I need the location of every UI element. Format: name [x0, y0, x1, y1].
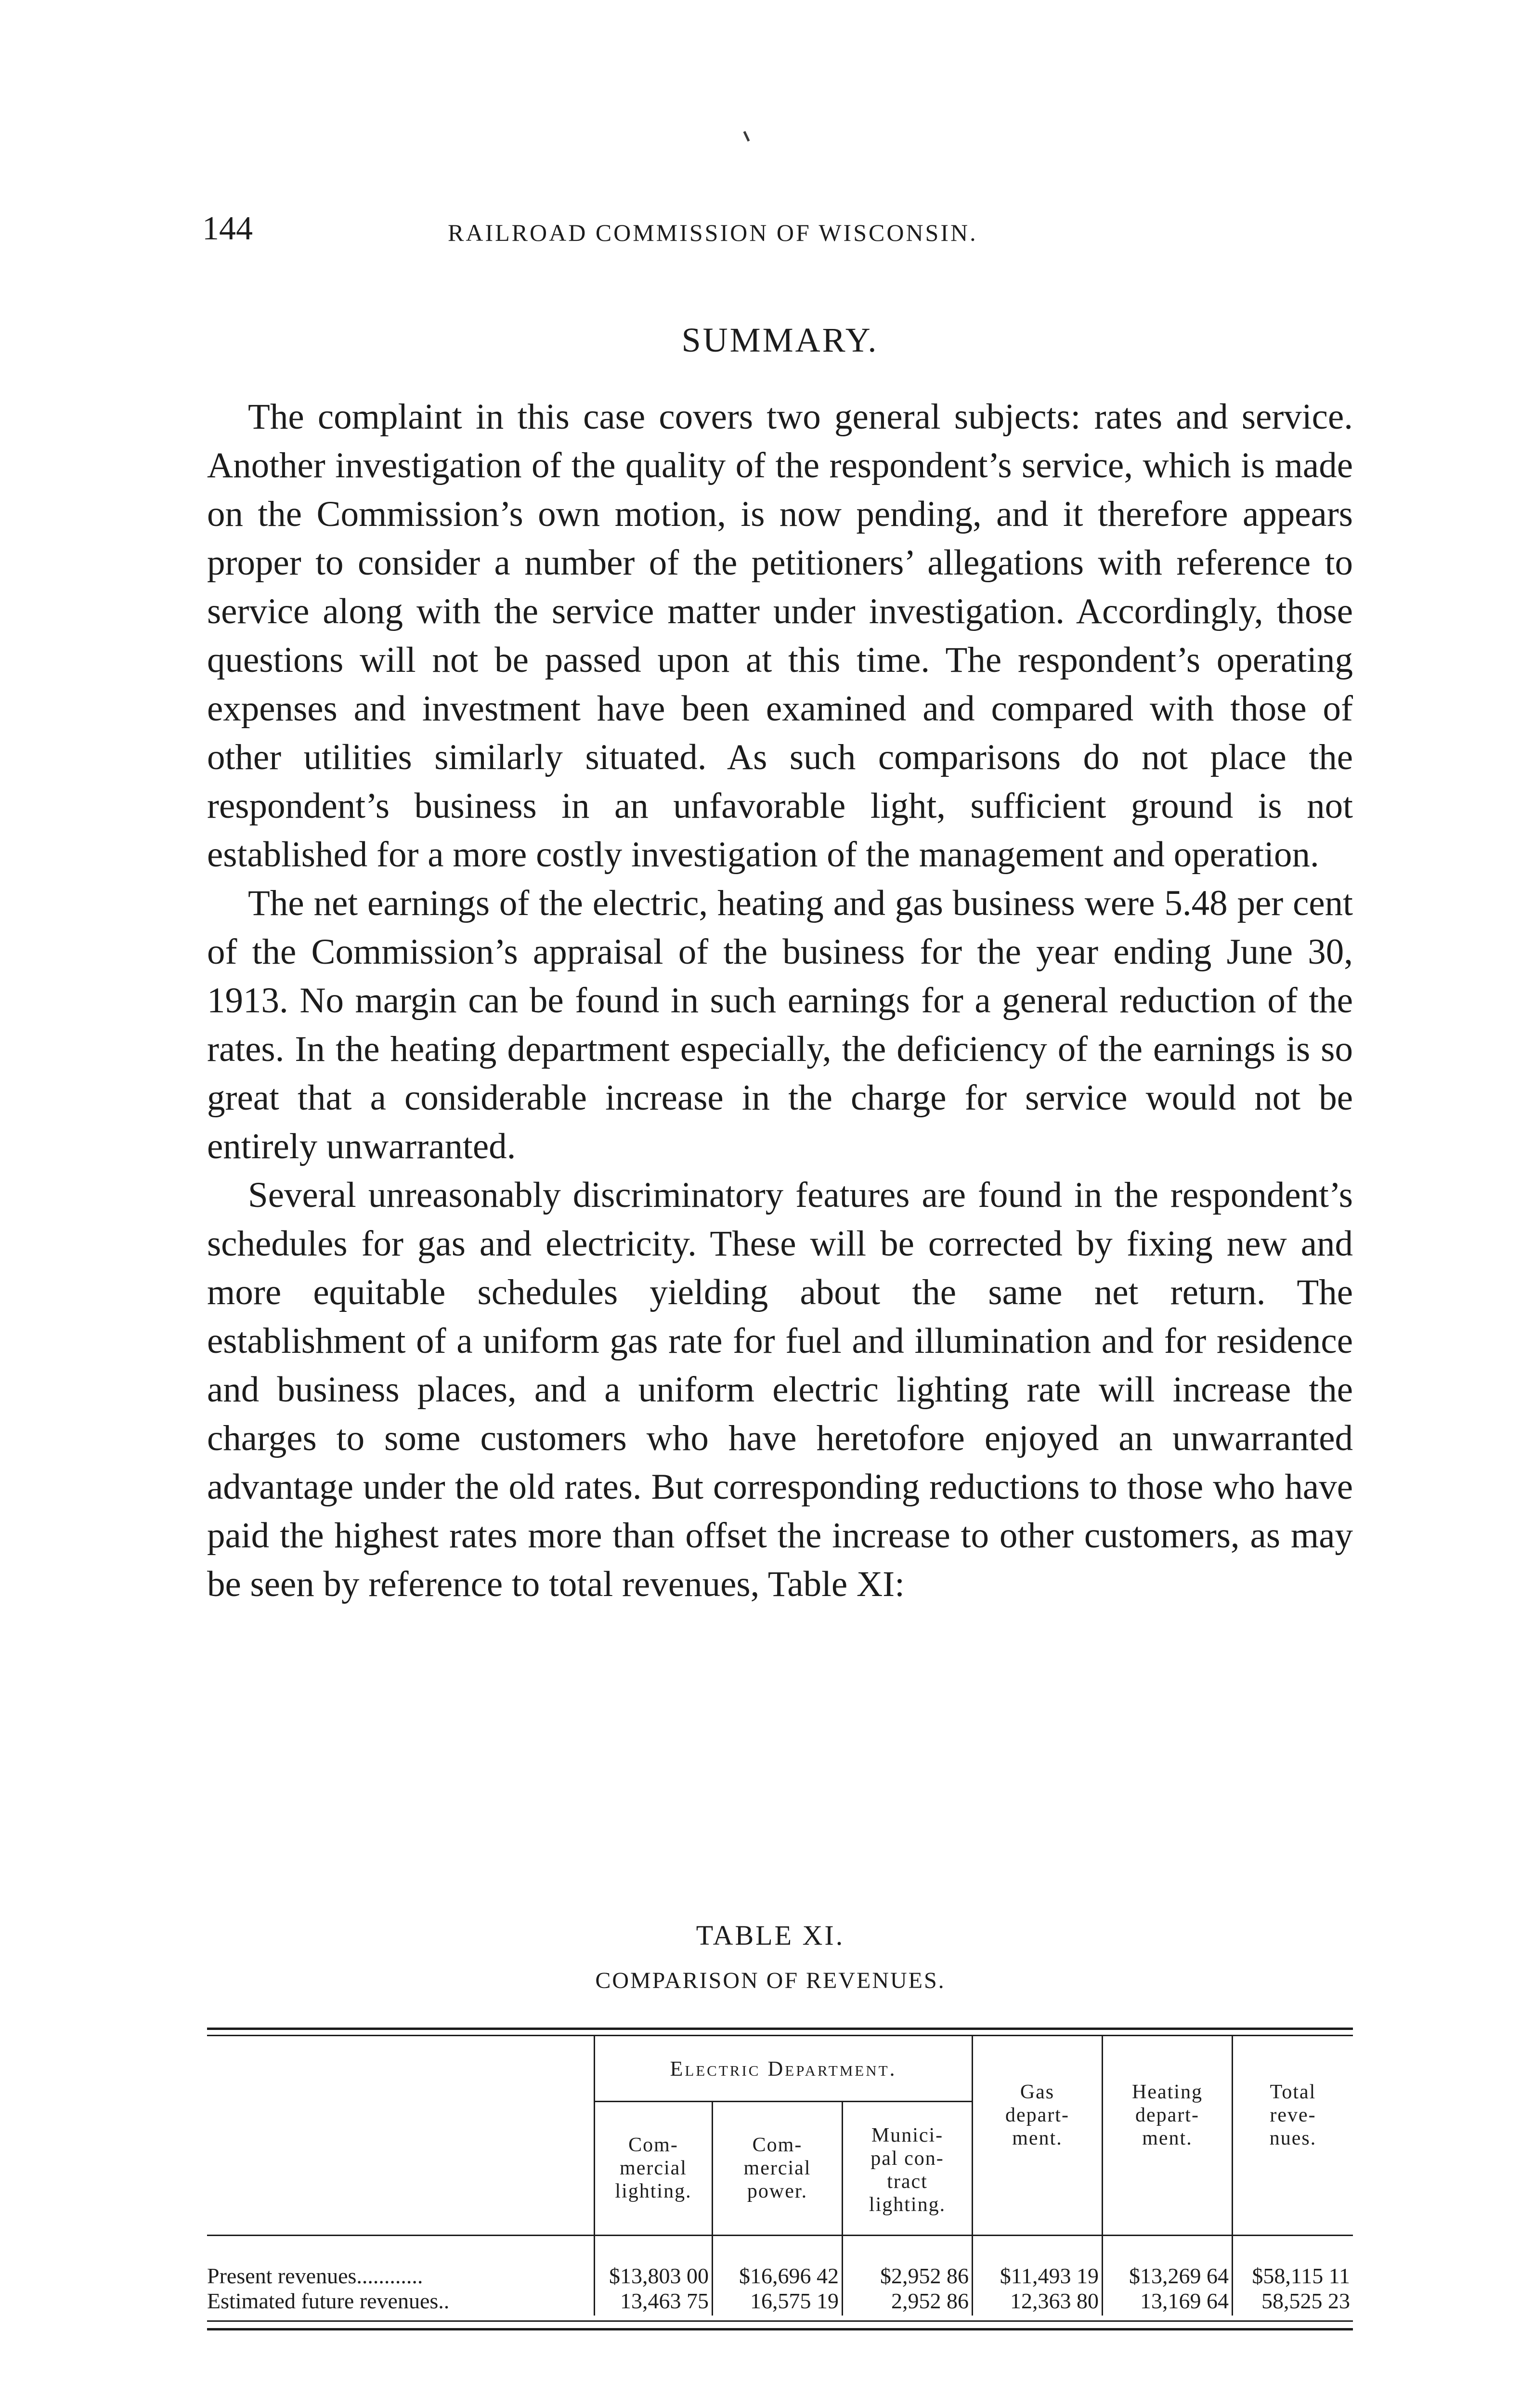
- column-header-municipal-lighting: Munici- pal con- tract lighting.: [869, 2124, 946, 2216]
- header-bottom-rule: [207, 2235, 1353, 2236]
- row-label-estimated: Estimated future revenues..: [207, 2289, 450, 2313]
- column-header-gas: Gas depart- ment.: [1005, 2081, 1069, 2149]
- table-cell: $16,696 42: [739, 2264, 839, 2288]
- table-cell: 13,169 64: [1140, 2289, 1229, 2313]
- table-cell: $11,493 19: [1000, 2264, 1099, 2288]
- column-header-heating: Heating depart- ment.: [1132, 2081, 1203, 2149]
- running-title: RAILROAD COMMISSION OF WISCONSIN.: [448, 219, 978, 246]
- table-bottom-rule: [207, 2328, 1353, 2330]
- table-top-rule: [207, 2028, 1353, 2030]
- paragraph: The net earnings of the electric, heating and gas business were 5.48 per cent of the Commission’s appraisal of the business for the year ending June 30, 1913. No margin can be found in such earnings for a general reduction of the rates. In the heating department especially, the deficiency of the earnings is so great that a considerable increase in the charge for service would not be entirely unwarranted.: [207, 883, 1353, 1166]
- paragraph: The complaint in this case covers two general subjects: rates and service. Another investigation of the quality of the respondent’s service, which is made on the Commission’s own motion, is now pending, and it therefore appears proper to consider a number of the petitioners’ allegations with reference to service along with the service matter under investigation. Accordingly, those questions will not be passed upon at this time. The respondent’s operating expenses and investment have been examined and compared with those of other utilities similarly situated. As such comparisons do not place the respondent’s business in an unfavorable light, sufficient ground is not established for a more costly investigation of the management and operation.: [207, 397, 1353, 875]
- electric-department-header: Electric Department.: [670, 2057, 897, 2081]
- page-header: [202, 207, 1358, 250]
- page-number: 144: [202, 210, 253, 247]
- table-cell: 13,463 75: [620, 2289, 709, 2313]
- table-cell: $13,803 00: [609, 2264, 709, 2288]
- column-header-total: Total reve- nues.: [1269, 2081, 1317, 2149]
- table-cell: 2,952 86: [891, 2289, 969, 2313]
- table-top-rule-inner: [207, 2035, 1353, 2036]
- row-label-present: Present revenues............: [207, 2264, 423, 2288]
- table-cell: $13,269 64: [1129, 2264, 1229, 2288]
- group-header-rule: [595, 2101, 972, 2102]
- table-cell: $58,115 11: [1252, 2264, 1350, 2288]
- stray-mark: [743, 131, 750, 142]
- table-cell: 58,525 23: [1261, 2289, 1350, 2313]
- column-header-commercial-power: Com- mercial power.: [743, 2134, 811, 2202]
- table-subtitle: COMPARISON OF REVENUES.: [595, 1968, 946, 1993]
- column-header-commercial-lighting: Com- mercial lighting.: [615, 2134, 692, 2202]
- table-cell: $2,952 86: [880, 2264, 969, 2288]
- table-cell: 16,575 19: [750, 2289, 839, 2313]
- summary-heading: SUMMARY.: [681, 321, 879, 359]
- table-bottom-rule-inner: [207, 2320, 1353, 2322]
- table-title: TABLE XI.: [696, 1920, 845, 1951]
- paragraph: Several unreasonably discriminatory features are found in the respondent’s schedules for gas and electricity. These will be corrected by fixing new and more equitable schedules yielding about the same net return. The establishment of a uniform gas rate for fuel and illumination and for residence and business places, and a uniform electric lighting rate will increase the charges to some customers who have heretofore enjoyed an unwarranted advantage under the old rates. But corresponding reductions to those who have paid the highest rates more than offset the increase to other customers, as may be seen by reference to total revenues, Table XI:: [207, 1175, 1353, 1604]
- summary-body: [207, 393, 1353, 1609]
- table-cell: 12,363 80: [1010, 2289, 1099, 2313]
